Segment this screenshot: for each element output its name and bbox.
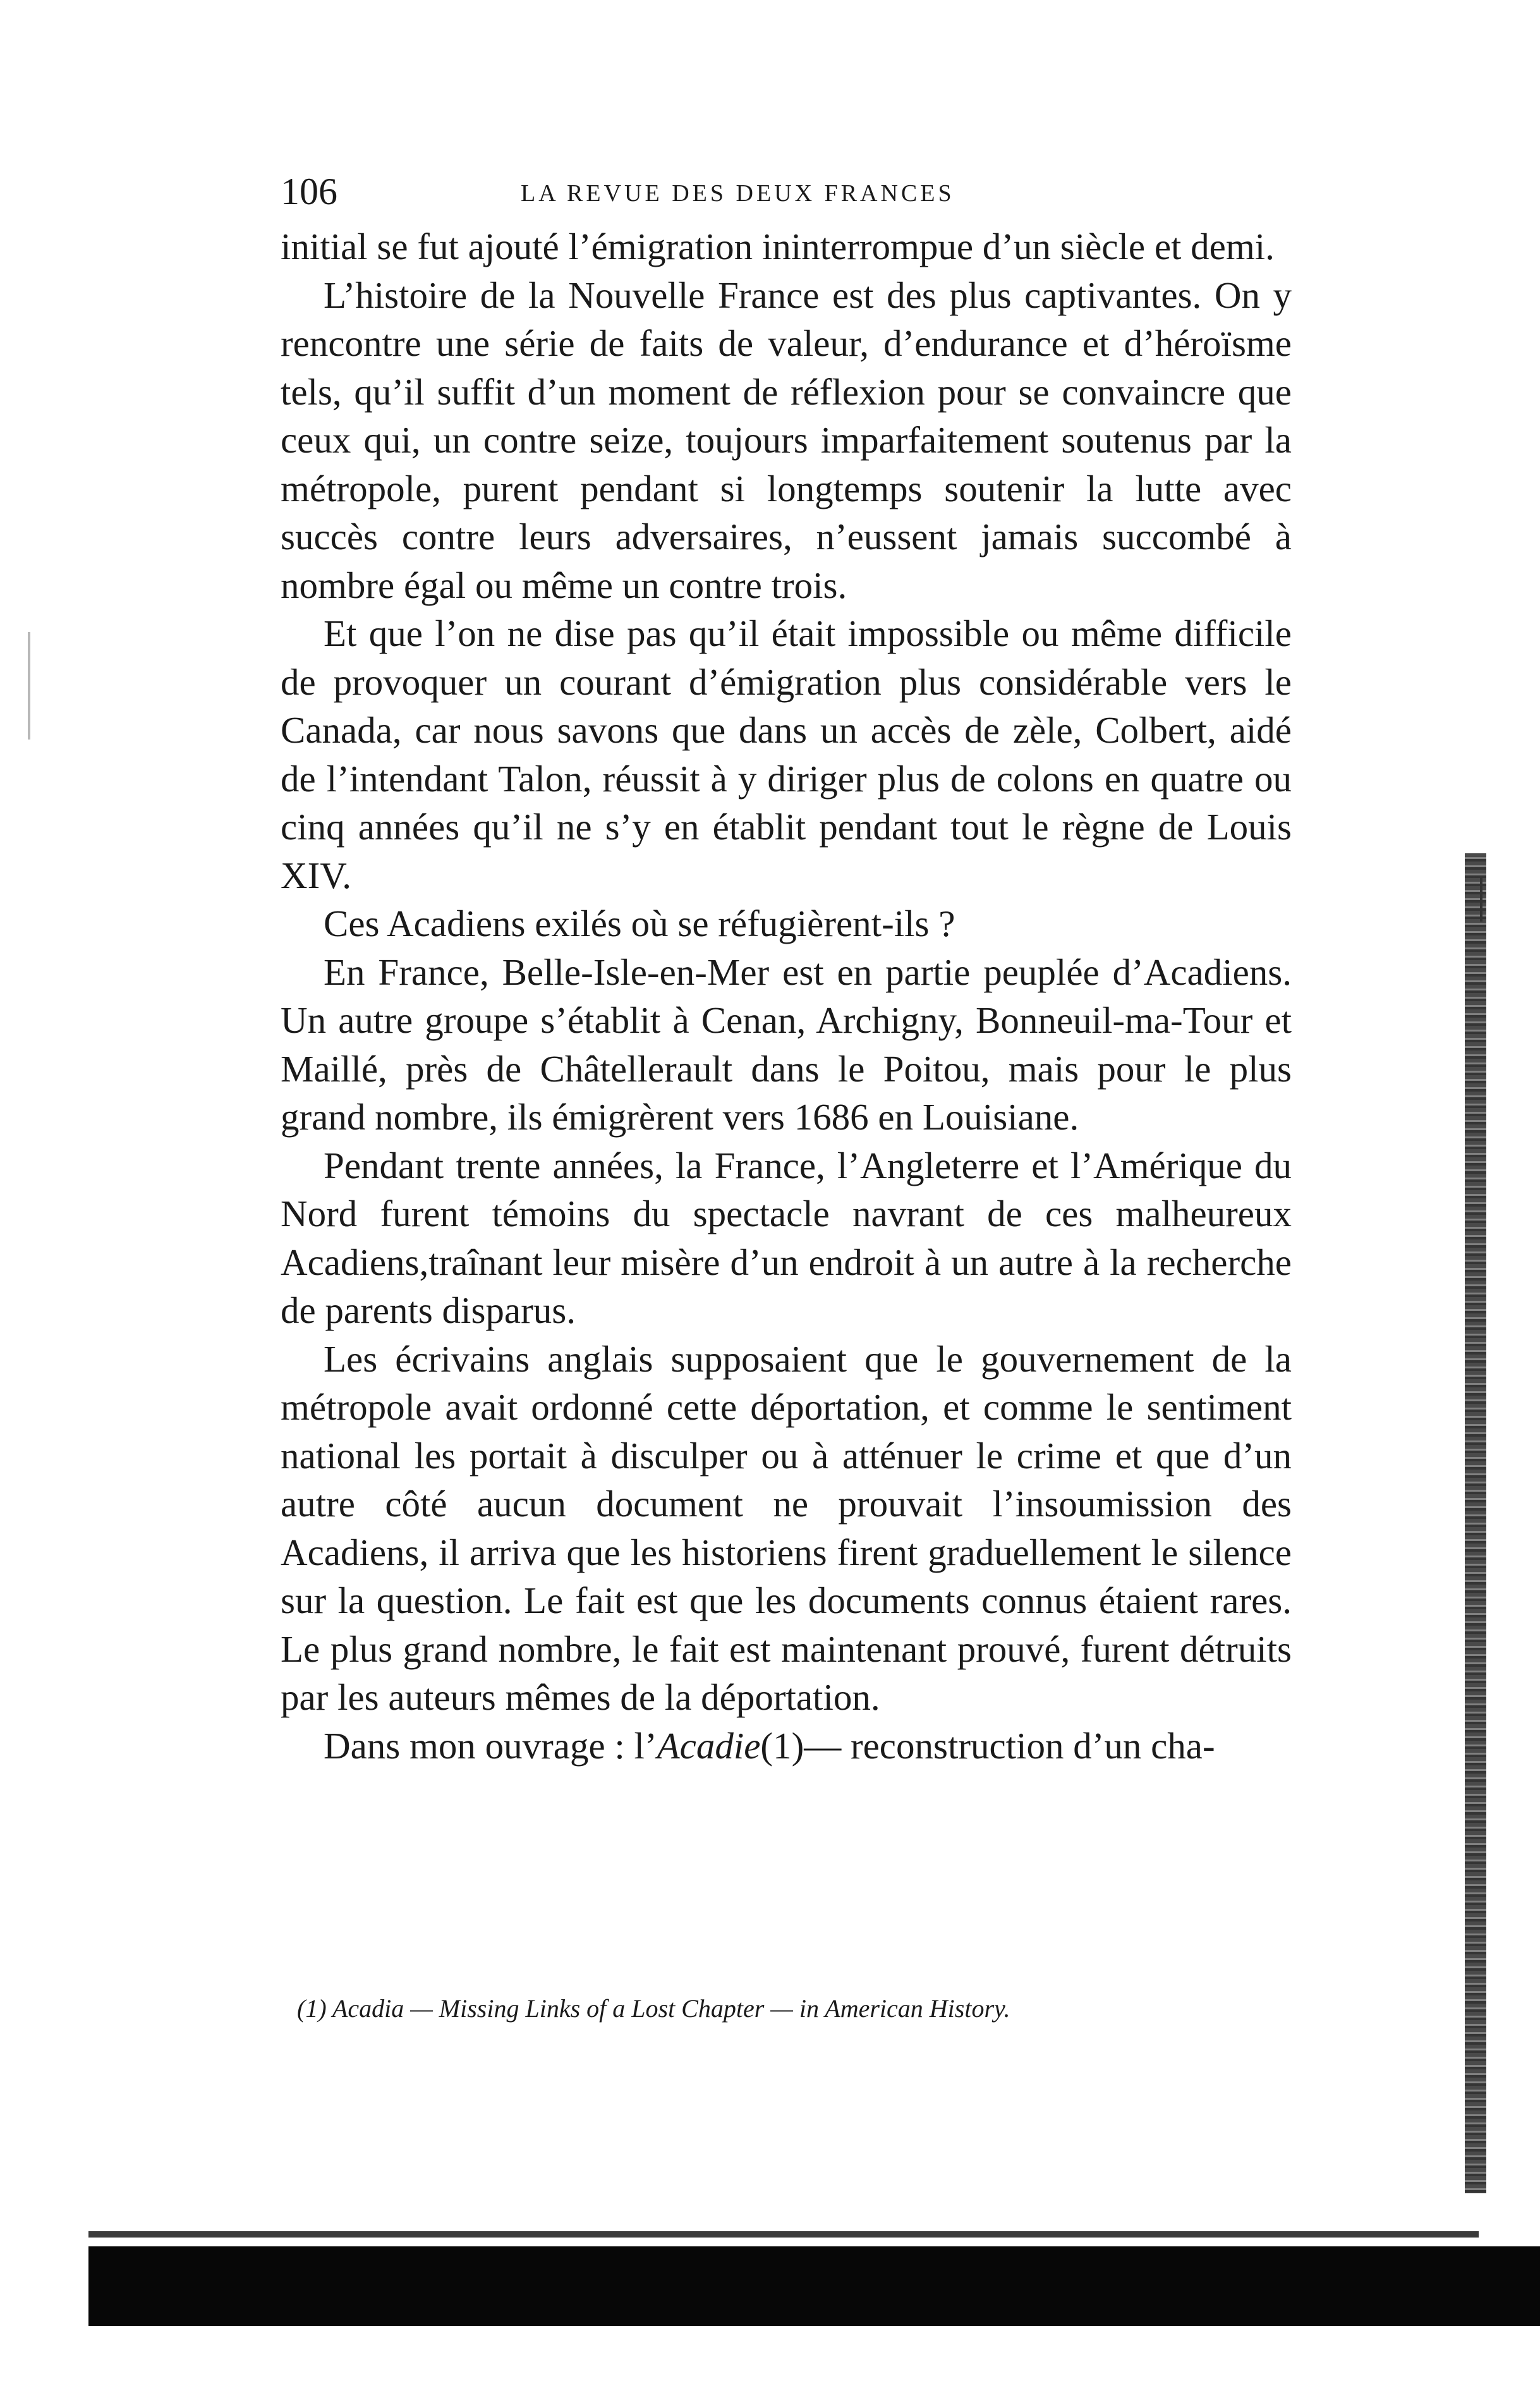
- scan-edge-band: [88, 2246, 1540, 2326]
- scan-edge-rule: [88, 2231, 1479, 2238]
- paragraph: Les écrivains anglais supposaient que le gouvernement de la métropole avait ordonné cette déportation, et comme le sentiment national les portait à disculper ou à atténuer le crime et que d’un autre côté aucun document ne prouvait l’insoumission des Acadiens, il arriva que les historiens firent graduellement le silence sur la question. Le fait est que les documents connus étaient rares. Le plus grand nombre, le fait est maintenant prouvé, furent détruits par les auteurs mêmes de la déportation.: [281, 1337, 1292, 1718]
- paragraph: Et que l’on ne dise pas qu’il était impossible ou même difficile de provoquer un courant d’émigration plus considérable vers le Canada, car nous savons que dans un accès de zèle, Colbert, aidé de l’intendant Talon, réussit à y diriger plus de colons en quatre ou cinq années qu’il ne s’y en établit pendant tout le règne de Louis XIV.: [281, 612, 1292, 896]
- scan-edge-bottom: [88, 2231, 1540, 2326]
- paragraph: Pendant trente années, la France, l’Angleterre et l’Amérique du Nord furent témoins du spectacle navrant de ces malheureux Acadiens,traînant leur misère d’un endroit à un autre à la recherche de parents disparus.: [281, 1144, 1292, 1331]
- scan-edge-right: [1465, 853, 1486, 2193]
- paragraph-last: [281, 1722, 1292, 1770]
- paragraph-text: (1)— reconstruction d’un cha-: [760, 1724, 1215, 1767]
- paragraph: En France, Belle-Isle-en-Mer est en partie peuplée d’Acadiens. Un autre groupe s’établit à Cenan, Archigny, Bonneuil-ma-Tour et Maillé, près de Châtellerault dans le Poitou, mais pour le plus grand nombre, ils émigrèrent vers 1686 en Louisiane.: [281, 951, 1292, 1138]
- page-header: [281, 169, 1295, 214]
- running-head: LA REVUE DES DEUX FRANCES: [521, 180, 955, 207]
- footnote: (1) Acadia — Missing Links of a Lost Chapter — in American History.: [297, 1994, 1010, 2023]
- body-text: [281, 222, 1292, 1770]
- scan-margin-mark: [28, 632, 30, 740]
- paragraph: initial se fut ajouté l’émigration ininterrompue d’un siècle et demi.: [281, 226, 1275, 267]
- paragraph: Ces Acadiens exilés où se réfugièrent-ils ?: [324, 903, 955, 944]
- scan-edge-mark: [1480, 877, 1482, 922]
- paragraph-text: Dans mon ouvrage : l’: [324, 1724, 657, 1767]
- book-title: Acadie: [657, 1724, 761, 1767]
- paragraph: L’histoire de la Nouvelle France est des plus captivantes. On y rencontre une série de faits de valeur, d’endurance et d’héroïsme tels, qu’il suffit d’un moment de réflexion pour se convaincre que ceux qui, un contre seize, toujours imparfaitement soutenus par la métropole, purent pendant si longtemps soutenir la lutte avec succès contre leurs adversaires, n’eussent jamais succombé à nombre égal ou même un contre trois.: [281, 274, 1292, 606]
- page-number: 106: [281, 171, 337, 212]
